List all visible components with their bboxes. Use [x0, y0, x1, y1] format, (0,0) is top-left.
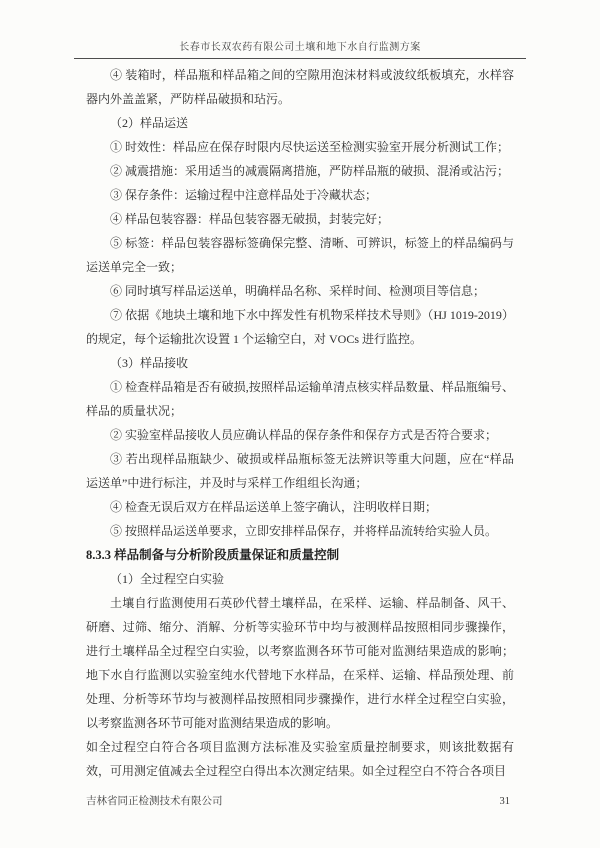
page-header: [74, 38, 526, 59]
subsection-sample-reception: （3）样品接收: [110, 356, 189, 370]
list-item-sample-flow: ⑤ 按照样品运送单要求，立即安排样品保存，并将样品流转给实验人员。: [110, 524, 498, 538]
list-item-transport-form: ⑥ 同时填写样品运送单，明确样品名称、采样时间、检测项目等信息；: [110, 284, 486, 298]
list-item-label: ⑤ 标签：样品包装容器标签确保完整、清晰、可辨识，标签上的样品编码与运送单完全一致；: [86, 236, 514, 274]
header-title: 长春市长双农药有限公司土壤和地下水自行监测方案: [179, 42, 421, 53]
list-item-shock-absorption: ② 减震措施：采用适当的减震隔离措施，严防样品瓶的破损、混淆或沾污；: [110, 164, 510, 178]
paragraph-packing-item: ④ 装箱时，样品瓶和样品箱之间的空隙用泡沫材料或波纹纸板填充，水样容器内外盖盖紧，严防样品破损和玷污。: [86, 68, 514, 106]
document-body: [86, 63, 514, 783]
list-item-lab-reception: ② 实验室样品接收人员应确认样品的保存条件和保存方式是否符合要求；: [110, 428, 498, 442]
list-item-check-box: ① 检查样品箱是否有破损,按照样品运输单清点核实样品数量、样品瓶编号、样品的质量状况；: [86, 380, 514, 418]
page-number: 31: [499, 796, 510, 807]
list-item-storage-condition: ③ 保存条件：运输过程中注意样品处于冷藏状态；: [110, 188, 378, 202]
section-heading-8-3-3: 8.3.3 样品制备与分析阶段质量保证和质量控制: [86, 548, 340, 562]
paragraph-blank-experiment: 土壤自行监测使用石英砂代替土壤样品，在采样、运输、样品制备、风干、研磨、过筛、缩分、消解、分析等实验环节中均与被测样品按照相同步骤操作，进行土壤样品全过程空白实验，以考察监测各环节可能对监测结果造成的影响；地下水自行监测以实验室纯水代替地下水样品，在采样、运输、样品预处理、前处理、分析等环节均与被测样品按照相同步骤操作，进行水样全过程空白实验，以考察监测各环节可能对监测结果造成的影响。: [86, 596, 514, 730]
footer-company: 吉林省同正检测技术有限公司: [86, 796, 223, 807]
list-item-transport-blank: ⑦ 依据《地块土壤和地下水中挥发性有机物采样技术导则》（HJ 1019-2019）的规定，每个运输批次设置 1 个运输空白，对 VOCs 进行监控。: [86, 308, 514, 346]
page-footer: [86, 793, 510, 808]
list-item-packaging-container: ④ 样品包装容器：样品包装容器无破损，封装完好；: [110, 212, 390, 226]
list-item-problem-marking: ③ 若出现样品瓶缺少、破损或样品瓶标签无法辨识等重大问题，应在“样品运送单”中进行标注，并及时与采样工作组组长沟通；: [86, 452, 514, 490]
subsection-sample-transport: （2）样品运送: [110, 116, 189, 130]
list-item-sign-confirm: ④ 检查无误后双方在样品运送单上签字确认，注明收样日期；: [110, 500, 438, 514]
subsection-whole-process-blank: （1）全过程空白实验: [110, 572, 225, 586]
paragraph-blank-evaluation: 如全过程空白符合各项目监测方法标准及实验室质量控制要求，则该批数据有效，可用测定值减去全过程空白得出本次测定结果。如全过程空白不符合各项目: [86, 740, 514, 778]
list-item-timeliness: ① 时效性：样品应在保存时限内尽快运送至检测实验室开展分析测试工作；: [110, 140, 510, 154]
